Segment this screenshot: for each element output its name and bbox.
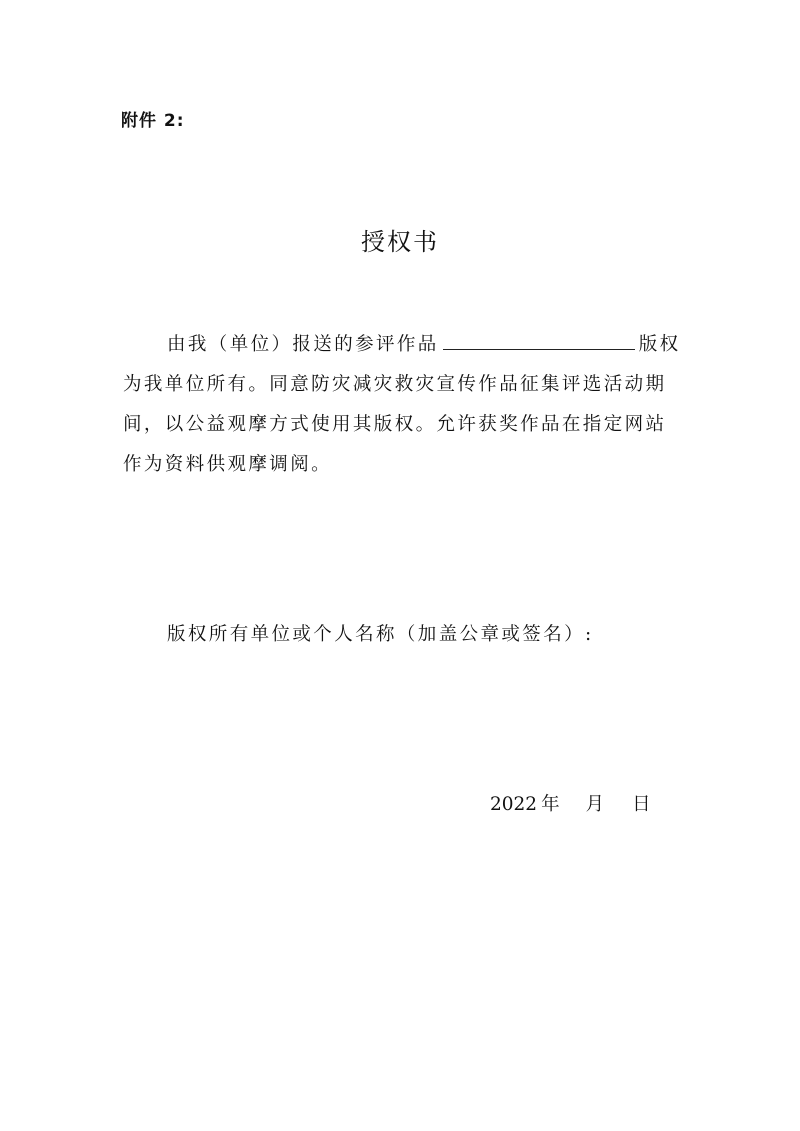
date-line (490, 790, 651, 816)
date-month-unit: 月 (585, 794, 605, 815)
paragraph-part-2: 版权为我单位所有。同意防灾减灾救灾宣传作品征集评选活动期间，以公益观摩方式使用其版权。允许获奖作品在指定网站作为资料供观摩调阅。 (123, 334, 681, 475)
date-year-unit: 年 (541, 794, 560, 815)
document-title: 授权书 (361, 228, 439, 256)
date-year: 2022 (490, 794, 538, 815)
attachment-label: 附件 2: (121, 111, 185, 131)
date-day-unit: 日 (632, 794, 651, 815)
paragraph-part-1: 由我（单位）报送的参评作品 (167, 334, 439, 355)
artwork-name-blank (443, 331, 635, 350)
authorization-paragraph (123, 325, 683, 485)
signature-line: 版权所有单位或个人名称（加盖公章或签名）: (167, 624, 594, 645)
